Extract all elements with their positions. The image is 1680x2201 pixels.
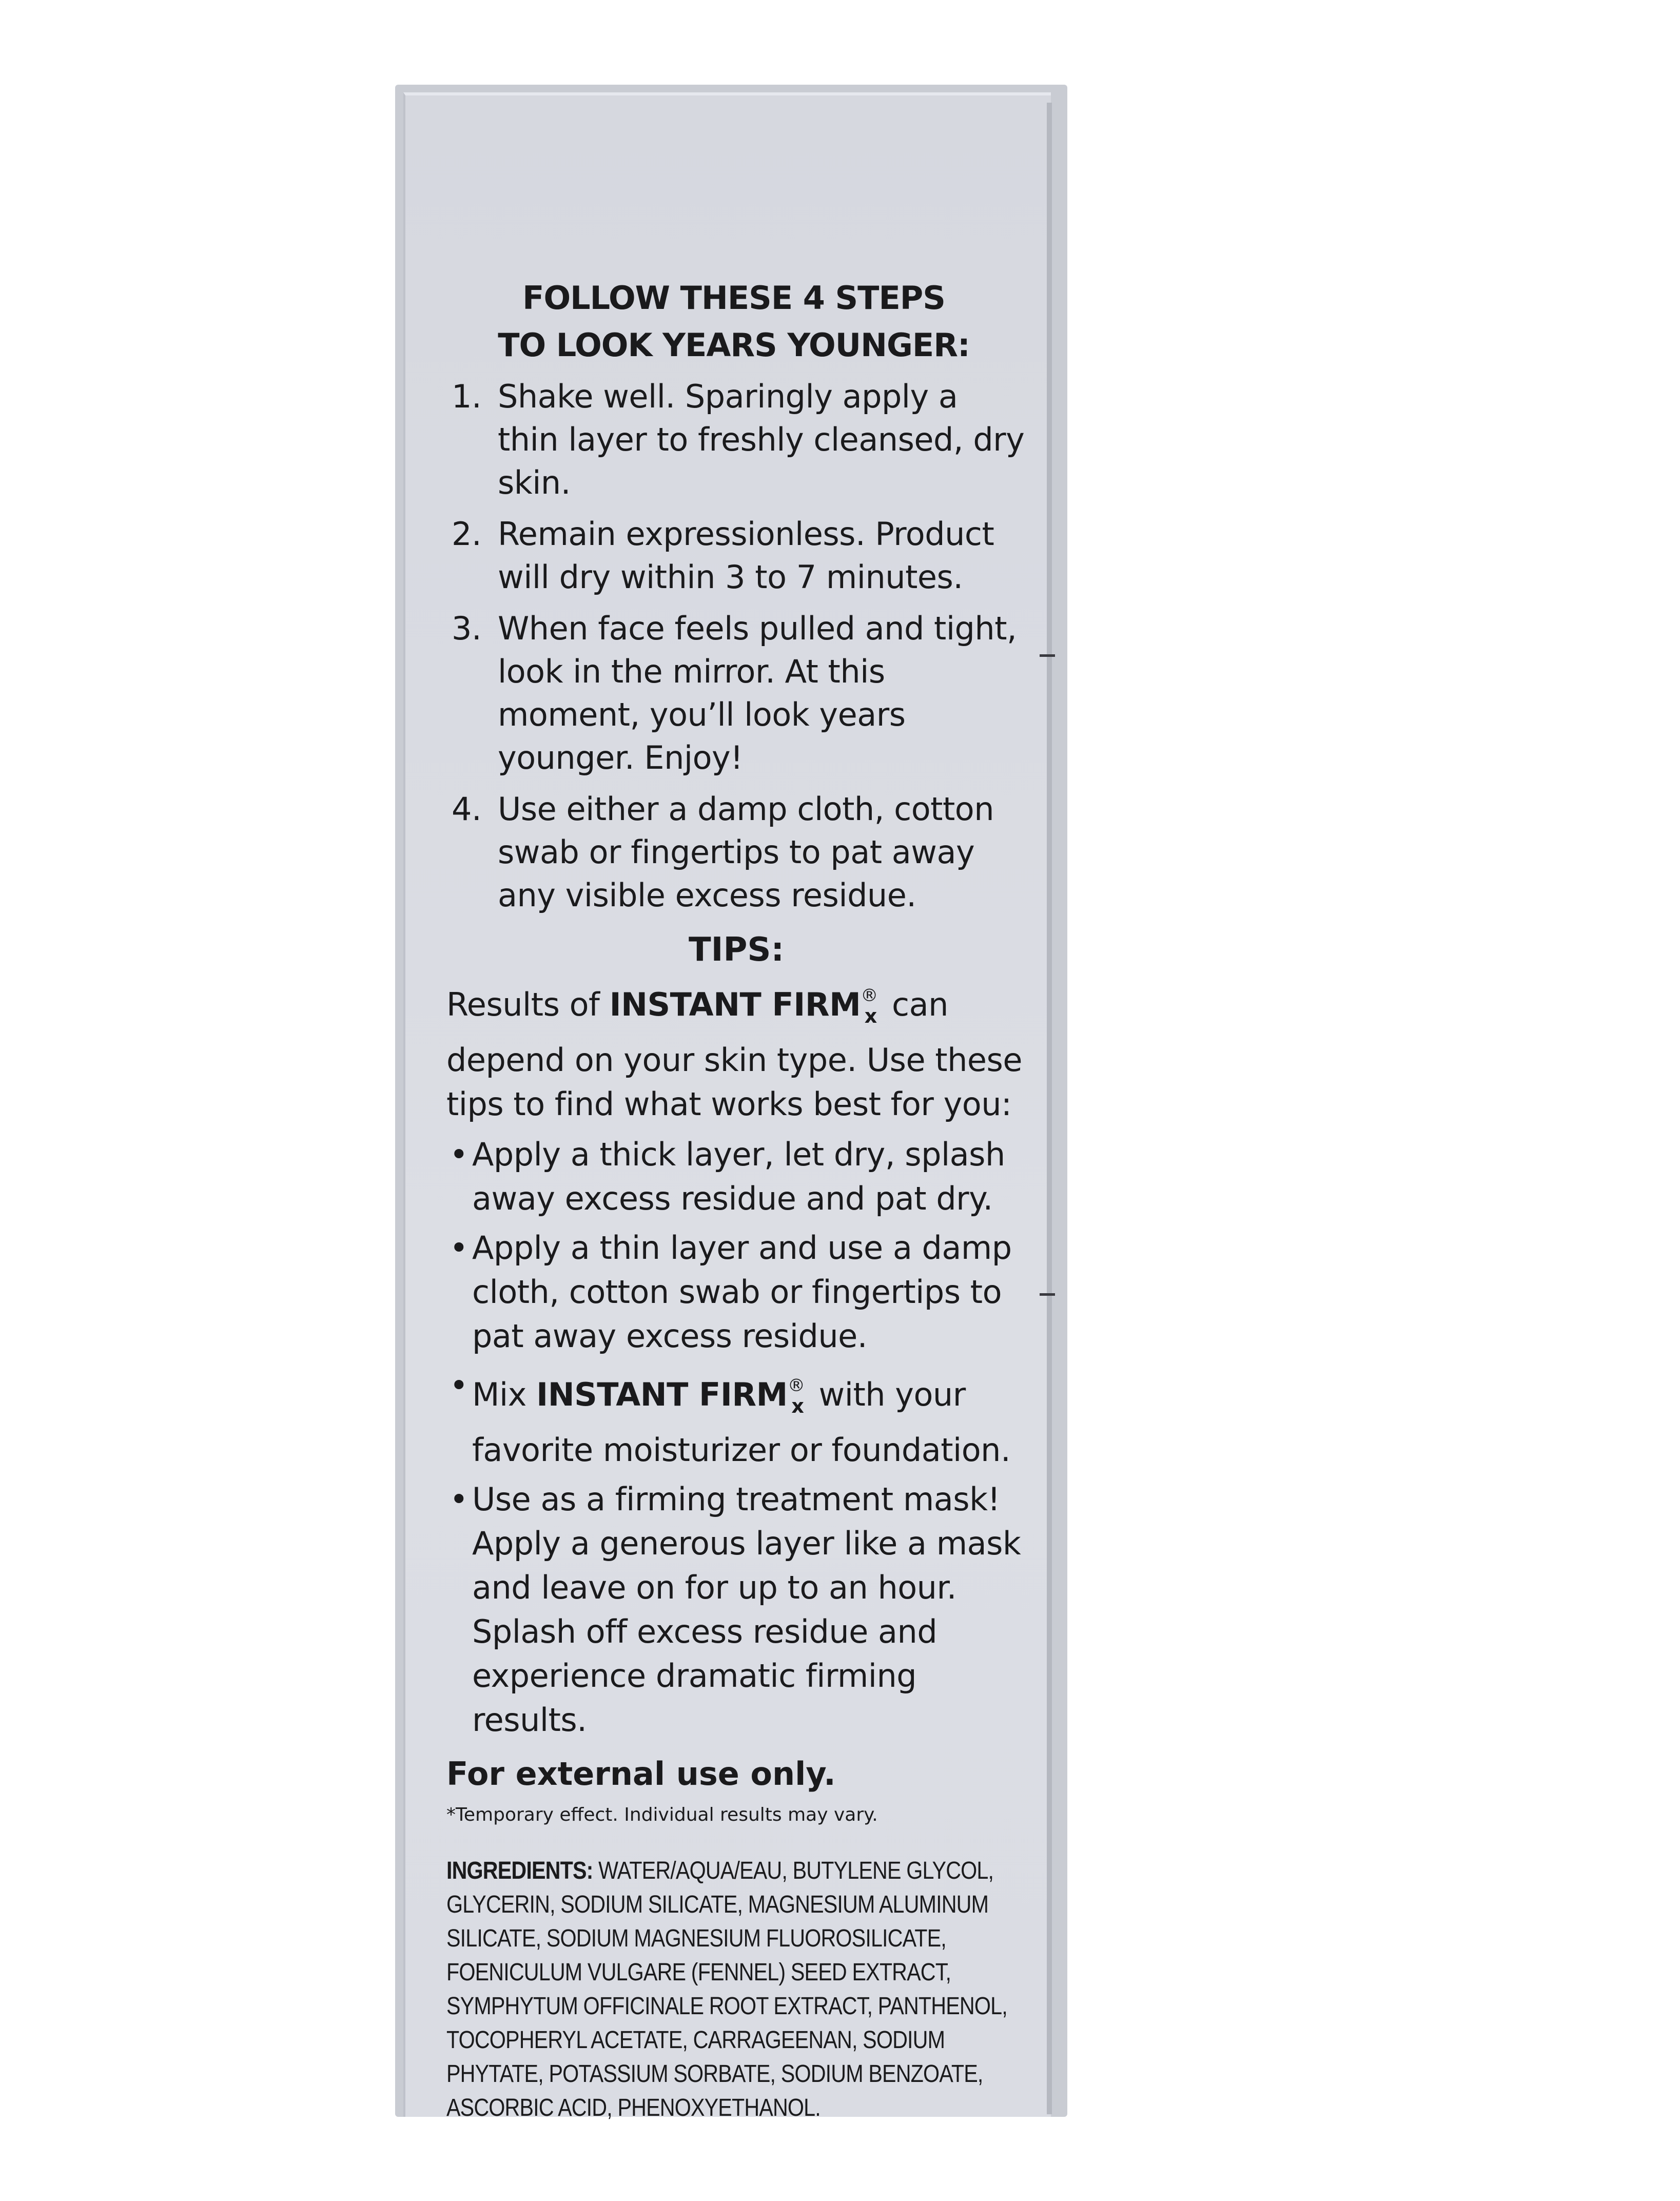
instructions-panel (446, 275, 1026, 2125)
disclaimer-note: *Temporary effect. Individual results may vary. (446, 1804, 878, 1825)
ingredients-label: INGREDIENTS: (446, 1857, 593, 1884)
ingredients-text: WATER/AQUA/EAU, BUTYLENE GLYCOL, GLYCERIN, SODIUM SILICATE, MAGNESIUM ALUMINUM SILICATE, SODIUM MAGNESIUM FLUOROSILICATE, FOENICULUM VULGARE (FENNEL) SEED EXTRACT, SYMPHYTUM OFFICINALE ROOT EXTRACT, PANTHENOL, TOCOPHERYL ACETATE, CARRAGEENAN, SODIUM PHYTATE, POTASSIUM SORBATE, SODIUM BENZOATE, ASCORBIC ACID, PHENOXYETHANOL. (446, 1857, 1007, 2121)
bullet-icon: • (450, 1481, 468, 1518)
tip-item (446, 1133, 1026, 1221)
brand-name: INSTANT FIRM (609, 986, 861, 1023)
tip-text: Apply a thin layer and use a damp cloth, cotton swab or fingertips to pat away excess residue. (472, 1229, 1012, 1355)
bullet-icon: • (450, 1229, 468, 1267)
tip-text: Apply a thick layer, let dry, splash away excess residue and pat dry. (472, 1136, 1005, 1217)
tip-item (446, 1477, 1026, 1742)
step-text: Use either a damp cloth, cotton swab or fingertips to pat away any visible excess residue. (498, 790, 994, 914)
instructions-heading (426, 275, 1042, 369)
brand-subscript: x (864, 1005, 877, 1027)
ingredients-list (446, 1854, 1025, 2125)
box-fold-edge (1047, 103, 1052, 2114)
brand-name: INSTANT FIRM (536, 1376, 788, 1413)
step-text: When face feels pulled and tight, look in the mirror. At this moment, you’ll look years younger. Enjoy! (498, 610, 1017, 776)
external-use-warning: For external use only. (446, 1755, 836, 1793)
tip-text: Use as a firming treatment mask! Apply a generous layer like a mask and leave on for up to an hour. Splash off excess residue and experience dramatic firming results. (472, 1481, 1021, 1739)
crease-mark (1040, 1293, 1055, 1296)
step-number: 1. (452, 378, 482, 415)
tip-item (446, 1226, 1026, 1358)
step-number: 2. (452, 515, 482, 553)
tips-title: TIPS: (688, 931, 785, 969)
step-number: 3. (452, 610, 482, 647)
bullet-icon: • (450, 1136, 468, 1173)
step-item (446, 788, 1026, 917)
brand-subscript: x (791, 1395, 804, 1417)
heading-line-2: TO LOOK YEARS YOUNGER: (498, 326, 970, 364)
tips-list (446, 1133, 1026, 1742)
tips-intro-rest: can depend on your skin type. Use these tips to find what works best for you: (446, 986, 1022, 1123)
tip-text-lead: Mix (472, 1376, 537, 1413)
step-text: Shake well. Sparingly apply a thin layer to freshly cleansed, dry skin. (498, 378, 1025, 501)
registered-mark: ® (787, 1375, 805, 1396)
registered-mark: ® (861, 985, 878, 1006)
step-item (446, 375, 1026, 504)
tip-item (446, 1364, 1026, 1472)
step-number: 4. (452, 790, 482, 828)
crease-mark (1040, 654, 1055, 657)
step-item (446, 513, 1026, 599)
step-text: Remain expressionless. Product will dry within 3 to 7 minutes. (498, 515, 994, 596)
tip-text-rest: with your favorite moisturizer or foundation. (472, 1376, 1011, 1469)
tips-intro (446, 973, 1026, 1126)
steps-list (446, 375, 1026, 917)
bullet-icon: • (450, 1367, 468, 1404)
heading-line-1: FOLLOW THESE 4 STEPS (522, 279, 945, 317)
step-item (446, 607, 1026, 780)
tips-intro-lead: Results of (446, 986, 610, 1023)
